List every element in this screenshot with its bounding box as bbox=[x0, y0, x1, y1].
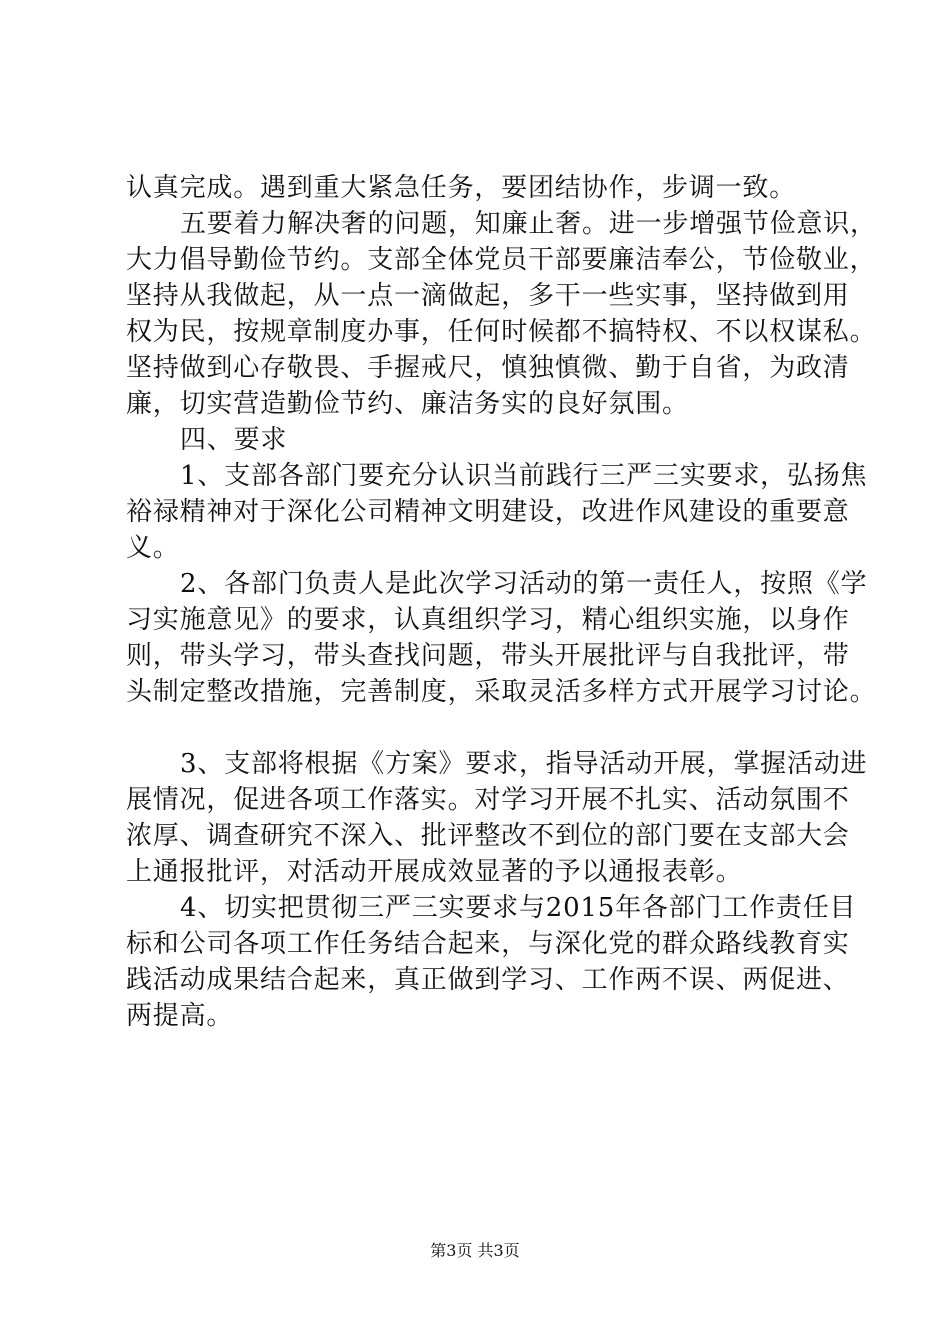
paragraph-start-line: 2、各部门负责人是此次学习活动的第一责任人，按照《学 bbox=[180, 569, 868, 599]
text-line: 权为民，按规章制度办事，任何时候都不搞特权、不以权谋私。 bbox=[126, 317, 877, 347]
text-line: 廉，切实营造勤俭节约、廉洁务实的良好氛围。 bbox=[126, 389, 689, 419]
paragraph-start-line: 4、切实把贯彻三严三实要求与2015年各部门工作责任目 bbox=[180, 893, 857, 923]
text-line: 坚持从我做起，从一点一滴做起，多干一些实事，坚持做到用 bbox=[126, 281, 850, 311]
text-line: 认真完成。遇到重大紧急任务，要团结协作，步调一致。 bbox=[126, 173, 797, 203]
paragraph-start-line: 五要着力解决奢的问题，知廉止奢。进一步增强节俭意识， bbox=[180, 209, 877, 239]
page-number-footer: 第3页 共3页 bbox=[430, 1241, 520, 1260]
text-line: 坚持做到心存敬畏、手握戒尺，慎独慎微、勤于自省，为政清 bbox=[126, 353, 850, 383]
text-line: 裕禄精神对于深化公司精神文明建设，改进作风建设的重要意 bbox=[126, 497, 850, 527]
section-heading: 四、要求 bbox=[180, 425, 288, 455]
text-line: 头制定整改措施，完善制度，采取灵活多样方式开展学习讨论。 bbox=[126, 677, 877, 707]
text-line: 展情况，促进各项工作落实。对学习开展不扎实、活动氛围不 bbox=[126, 785, 850, 815]
text-line: 上通报批评，对活动开展成效显著的予以通报表彰。 bbox=[126, 857, 743, 887]
paragraph-start-line: 1、支部各部门要充分认识当前践行三严三实要求，弘扬焦 bbox=[180, 461, 868, 491]
text-line: 则，带头学习，带头查找问题，带头开展批评与自我批评，带 bbox=[126, 641, 850, 671]
text-line: 大力倡导勤俭节约。支部全体党员干部要廉洁奉公，节俭敬业， bbox=[126, 245, 877, 275]
text-line: 标和公司各项工作任务结合起来，与深化党的群众路线教育实 bbox=[126, 929, 850, 959]
text-line: 义。 bbox=[126, 533, 180, 563]
text-line: 践活动成果结合起来，真正做到学习、工作两不误、两促进、 bbox=[126, 965, 850, 995]
paragraph-start-line: 3、支部将根据《方案》要求，指导活动开展，掌握活动进 bbox=[180, 749, 868, 779]
text-line: 浓厚、调查研究不深入、批评整改不到位的部门要在支部大会 bbox=[126, 821, 850, 851]
text-line: 习实施意见》的要求，认真组织学习，精心组织实施，以身作 bbox=[126, 605, 850, 635]
text-line: 两提高。 bbox=[126, 1001, 234, 1031]
